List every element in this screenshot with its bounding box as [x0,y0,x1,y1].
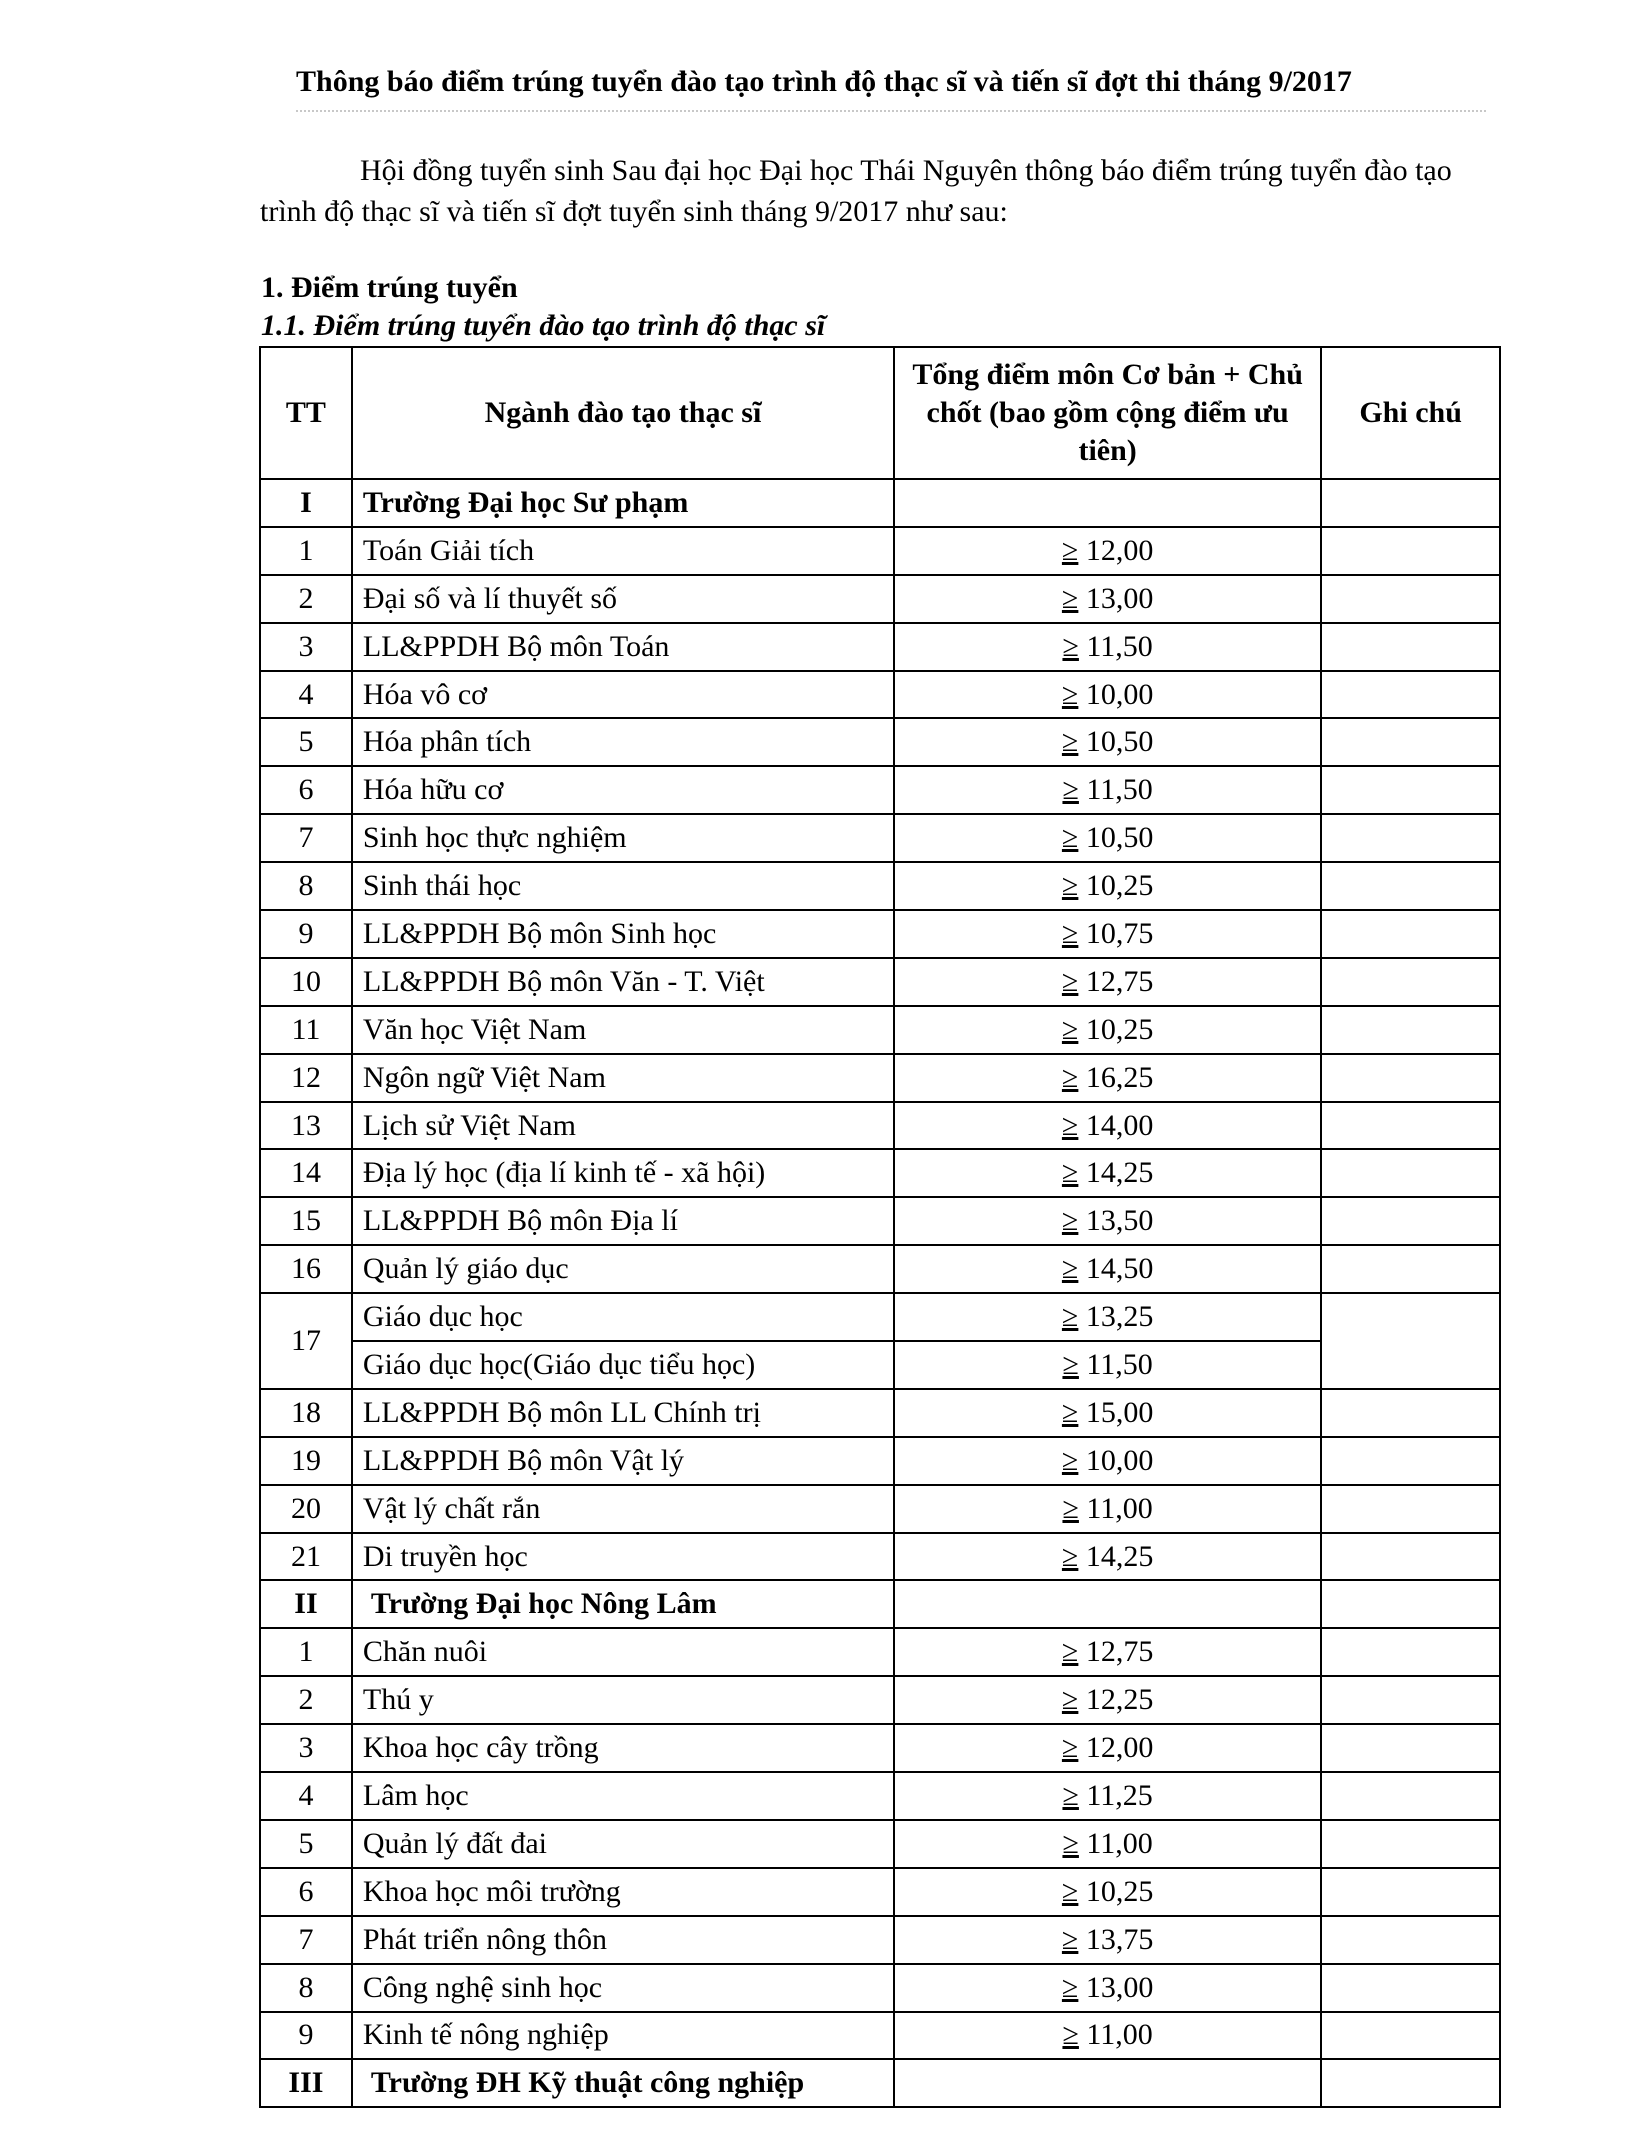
group-score-empty [894,479,1321,527]
header-total-score: Tổng điểm môn Cơ bản + Chủ chốt (bao gồm cộng điểm ưu tiên) [894,347,1321,479]
subsection-heading: 1.1. Điểm trúng tuyển đào tạo trình độ thạc sĩ [261,309,826,342]
table-row [260,766,1500,814]
score-cell [894,766,1321,814]
table-body [260,479,1500,2107]
ge-symbol: ≥ [1062,2018,1079,2052]
ge-symbol: ≥ [1061,1060,1079,1094]
group-note-empty [1321,2059,1500,2107]
row-note [1321,1149,1500,1197]
ge-symbol: ≥ [1062,1491,1079,1525]
score-value: 11,00 [1086,1491,1153,1525]
row-note [1321,958,1500,1006]
score-cell [894,1197,1321,1245]
row-tt: 9 [260,910,352,958]
group-score-empty [894,2059,1321,2107]
score-value: 12,00 [1085,1731,1154,1765]
header-note: Ghi chú [1321,347,1500,479]
row-program: Chăn nuôi [352,1628,894,1676]
ge-symbol: ≥ [1061,725,1079,759]
table-row [260,814,1500,862]
score-cell [894,1868,1321,1916]
group-name: Trường ĐH Kỹ thuật công nghiệp [352,2059,894,2107]
table-row-sub [260,1341,1500,1389]
score-cell [894,1676,1321,1724]
row-program: LL&PPDH Bộ môn Địa lí [352,1197,894,1245]
section-heading: 1. Điểm trúng tuyển [261,271,518,304]
score-value: 11,25 [1086,1778,1153,1812]
row-note [1321,1245,1500,1293]
score-value: 10,25 [1085,1874,1154,1908]
group-row [260,2059,1500,2107]
score-value: 10,25 [1085,869,1154,903]
group-note-empty [1321,479,1500,527]
row-note [1321,1868,1500,1916]
ge-symbol: ≥ [1062,1778,1079,1812]
ge-symbol: ≥ [1062,1826,1079,1860]
row-tt: 6 [260,1868,352,1916]
row-program: Di truyền học [352,1533,894,1581]
row-tt: 17 [260,1293,352,1389]
score-cell [894,1102,1321,1150]
score-value: 15,00 [1085,1395,1154,1429]
ge-symbol: ≥ [1061,964,1079,998]
score-cell [894,1149,1321,1197]
ge-symbol: ≥ [1061,916,1079,950]
table-row [260,527,1500,575]
group-roman: I [260,479,352,527]
table-row [260,575,1500,623]
table-row [260,1772,1500,1820]
table-row [260,910,1500,958]
row-program: Địa lý học (địa lí kinh tế - xã hội) [352,1149,894,1197]
table-row [260,1964,1500,2012]
ge-symbol: ≥ [1062,1347,1079,1381]
score-value: 13,00 [1085,581,1154,615]
row-program: Lịch sử Việt Nam [352,1102,894,1150]
group-roman: III [260,2059,352,2107]
row-tt: 14 [260,1149,352,1197]
table-row [260,1916,1500,1964]
row-program: LL&PPDH Bộ môn LL Chính trị [352,1389,894,1437]
score-value: 11,50 [1086,629,1153,663]
score-cell [894,2012,1321,2060]
score-cell [894,814,1321,862]
score-value: 12,75 [1085,1635,1154,1669]
score-value: 11,50 [1086,1347,1153,1381]
score-cell [894,1389,1321,1437]
ge-symbol: ≥ [1061,1731,1079,1765]
row-note [1321,1628,1500,1676]
row-tt: 1 [260,527,352,575]
row-tt: 3 [260,1724,352,1772]
table-row [260,1868,1500,1916]
row-tt: 2 [260,1676,352,1724]
ge-symbol: ≥ [1061,1156,1079,1190]
row-note [1321,1293,1500,1389]
row-program: Ngôn ngữ Việt Nam [352,1054,894,1102]
row-tt: 5 [260,1820,352,1868]
row-program: Thú y [352,1676,894,1724]
table-row [260,862,1500,910]
row-note [1321,671,1500,719]
row-tt: 6 [260,766,352,814]
ge-symbol: ≥ [1061,821,1079,855]
ge-symbol: ≥ [1061,1252,1079,1286]
row-note [1321,862,1500,910]
title-divider [296,110,1486,112]
row-note [1321,1820,1500,1868]
row-tt: 8 [260,862,352,910]
score-value: 10,25 [1085,1012,1154,1046]
score-value: 10,50 [1085,821,1154,855]
row-program: LL&PPDH Bộ môn Toán [352,623,894,671]
score-cell [894,1916,1321,1964]
group-score-empty [894,1580,1321,1628]
score-value: 12,75 [1085,964,1154,998]
row-note [1321,1006,1500,1054]
row-tt: 4 [260,671,352,719]
ge-symbol: ≥ [1061,869,1079,903]
table-row [260,623,1500,671]
row-note [1321,814,1500,862]
row-program: Phát triển nông thôn [352,1916,894,1964]
row-tt: 3 [260,623,352,671]
intro-text: Hội đồng tuyển sinh Sau đại học Đại học Thái Nguyên thông báo điểm trúng tuyển đào tạo trình độ thạc sĩ và tiến sĩ đợt tuyển sinh tháng 9/2017 như sau: [260,154,1452,228]
score-cell [894,1054,1321,1102]
row-tt: 18 [260,1389,352,1437]
score-cell [894,1485,1321,1533]
score-cell [894,623,1321,671]
row-tt: 15 [260,1197,352,1245]
score-value: 10,00 [1085,1443,1154,1477]
ge-symbol: ≥ [1061,533,1079,567]
score-cell [894,1437,1321,1485]
ge-symbol: ≥ [1061,581,1079,615]
row-program: LL&PPDH Bộ môn Vật lý [352,1437,894,1485]
ge-symbol: ≥ [1061,1683,1079,1717]
row-program: Sinh học thực nghiệm [352,814,894,862]
row-note [1321,527,1500,575]
row-tt: 5 [260,718,352,766]
document-title: Thông báo điểm trúng tuyển đào tạo trình độ thạc sĩ và tiến sĩ đợt thi tháng 9/2017 [296,65,1352,98]
table-row [260,1197,1500,1245]
row-note [1321,575,1500,623]
table-row [260,1533,1500,1581]
row-program: Khoa học cây trồng [352,1724,894,1772]
ge-symbol: ≥ [1061,1108,1079,1142]
table-row [260,1628,1500,1676]
table-row [260,1724,1500,1772]
row-program: Giáo dục học(Giáo dục tiểu học) [352,1341,894,1389]
row-tt: 1 [260,1628,352,1676]
ge-symbol: ≥ [1062,773,1079,807]
row-note [1321,1916,1500,1964]
score-cell [894,862,1321,910]
row-program: Hóa vô cơ [352,671,894,719]
row-program: Hóa hữu cơ [352,766,894,814]
score-value: 10,75 [1085,916,1154,950]
score-value: 14,00 [1085,1108,1154,1142]
row-note [1321,1533,1500,1581]
score-cell [894,1964,1321,2012]
group-note-empty [1321,1580,1500,1628]
row-note [1321,1676,1500,1724]
row-note [1321,1772,1500,1820]
row-program: Sinh thái học [352,862,894,910]
score-value: 10,50 [1085,725,1154,759]
row-program: Công nghệ sinh học [352,1964,894,2012]
row-note [1321,623,1500,671]
table-row [260,1676,1500,1724]
score-cell [894,1820,1321,1868]
ge-symbol: ≥ [1061,1874,1079,1908]
score-cell [894,1628,1321,1676]
score-value: 12,25 [1085,1683,1154,1717]
row-program: Khoa học môi trường [352,1868,894,1916]
ge-symbol: ≥ [1061,1395,1079,1429]
row-tt: 20 [260,1485,352,1533]
score-value: 14,25 [1085,1539,1154,1573]
row-program: Giáo dục học [352,1293,894,1341]
score-value: 11,00 [1086,1826,1153,1860]
row-tt: 9 [260,2012,352,2060]
intro-paragraph [260,150,1490,232]
group-roman: II [260,1580,352,1628]
row-program: Lâm học [352,1772,894,1820]
group-name: Trường Đại học Sư phạm [352,479,894,527]
score-cell [894,1293,1321,1341]
table-row [260,2012,1500,2060]
table-row [260,671,1500,719]
row-program: LL&PPDH Bộ môn Văn - T. Việt [352,958,894,1006]
row-tt: 8 [260,1964,352,2012]
score-cell [894,527,1321,575]
score-cell [894,1533,1321,1581]
score-value: 14,50 [1085,1252,1154,1286]
row-tt: 13 [260,1102,352,1150]
ge-symbol: ≥ [1061,1970,1079,2004]
score-cell [894,1772,1321,1820]
table-row [260,1437,1500,1485]
admission-scores-table [259,346,1501,2108]
score-cell [894,910,1321,958]
row-note [1321,1102,1500,1150]
score-cell [894,671,1321,719]
table-row [260,1245,1500,1293]
ge-symbol: ≥ [1061,677,1079,711]
table-row [260,958,1500,1006]
score-cell [894,1341,1321,1389]
score-value: 13,50 [1085,1204,1154,1238]
row-tt: 21 [260,1533,352,1581]
score-cell [894,718,1321,766]
score-value: 16,25 [1085,1060,1154,1094]
score-cell [894,575,1321,623]
score-value: 11,00 [1086,2018,1153,2052]
score-value: 12,00 [1085,533,1154,567]
ge-symbol: ≥ [1061,1635,1079,1669]
row-note [1321,1197,1500,1245]
row-note [1321,1054,1500,1102]
row-tt: 7 [260,814,352,862]
ge-symbol: ≥ [1061,1204,1079,1238]
row-program: Kinh tế nông nghiệp [352,2012,894,2060]
ge-symbol: ≥ [1061,1012,1079,1046]
row-tt: 7 [260,1916,352,1964]
table-row [260,1054,1500,1102]
table-row [260,718,1500,766]
ge-symbol: ≥ [1061,1922,1079,1956]
group-row [260,1580,1500,1628]
header-program: Ngành đào tạo thạc sĩ [352,347,894,479]
row-tt: 11 [260,1006,352,1054]
score-value: 13,75 [1085,1922,1154,1956]
row-tt: 2 [260,575,352,623]
row-program: LL&PPDH Bộ môn Sinh học [352,910,894,958]
row-note [1321,1724,1500,1772]
score-value: 11,50 [1086,773,1153,807]
table-row [260,1485,1500,1533]
row-tt: 10 [260,958,352,1006]
score-cell [894,1724,1321,1772]
row-program: Văn học Việt Nam [352,1006,894,1054]
row-note [1321,766,1500,814]
table-row [260,1389,1500,1437]
row-note [1321,1964,1500,2012]
ge-symbol: ≥ [1061,1300,1079,1334]
row-tt: 12 [260,1054,352,1102]
score-value: 13,00 [1085,1970,1154,2004]
score-value: 14,25 [1085,1156,1154,1190]
ge-symbol: ≥ [1062,629,1079,663]
score-value: 13,25 [1085,1300,1154,1334]
table-row [260,1006,1500,1054]
row-program: Hóa phân tích [352,718,894,766]
ge-symbol: ≥ [1061,1539,1079,1573]
row-tt: 16 [260,1245,352,1293]
group-name: Trường Đại học Nông Lâm [352,1580,894,1628]
row-program: Quản lý đất đai [352,1820,894,1868]
score-value: 10,00 [1085,677,1154,711]
row-note [1321,910,1500,958]
row-note [1321,718,1500,766]
table-row [260,1293,1500,1341]
row-tt: 4 [260,1772,352,1820]
row-program: Đại số và lí thuyết số [352,575,894,623]
table-row [260,1820,1500,1868]
score-cell [894,958,1321,1006]
table-header-row [260,347,1500,479]
table-row [260,1149,1500,1197]
score-cell [894,1245,1321,1293]
row-note [1321,1389,1500,1437]
row-note [1321,1485,1500,1533]
row-program: Vật lý chất rắn [352,1485,894,1533]
score-cell [894,1006,1321,1054]
table-row [260,1102,1500,1150]
row-tt: 19 [260,1437,352,1485]
row-note [1321,2012,1500,2060]
row-program: Toán Giải tích [352,527,894,575]
ge-symbol: ≥ [1061,1443,1079,1477]
row-program: Quản lý giáo dục [352,1245,894,1293]
row-note [1321,1437,1500,1485]
header-tt: TT [260,347,352,479]
group-row [260,479,1500,527]
